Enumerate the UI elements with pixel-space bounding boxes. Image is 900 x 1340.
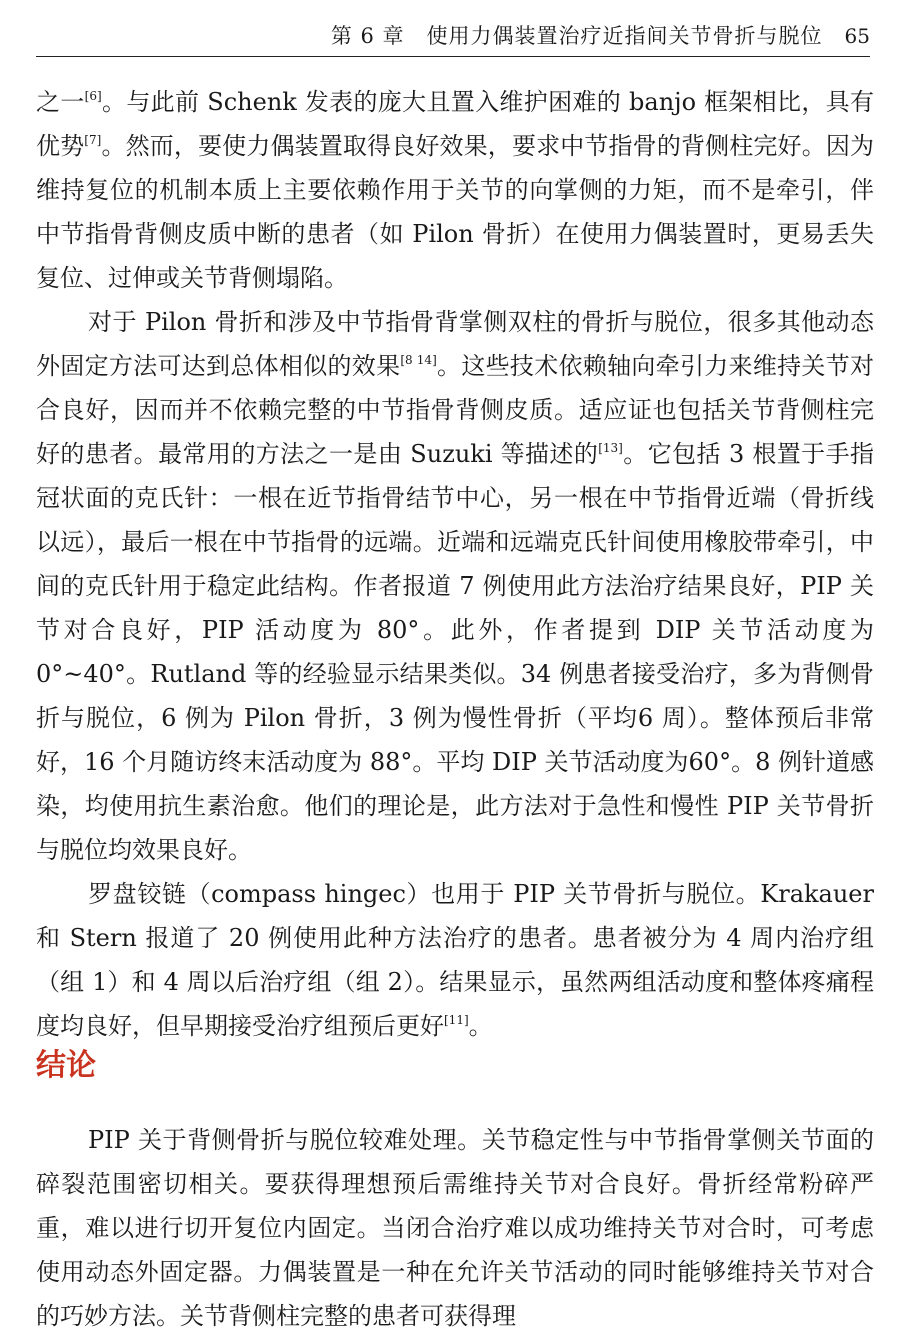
citation: [6]: [84, 89, 102, 103]
citation: [7]: [84, 133, 102, 147]
running-header: [36, 16, 870, 57]
paragraph: 罗盘铰链（compass hingec）也用于 PIP 关节骨折与脱位。Krakauer 和 Stern 报道了 20 例使用此种方法治疗的患者。患者被分为 4 周内治疗组（组 1）和 4 周以后治疗组（组 2）。结果显示，虽然两组活动度和整体疼痛程度均良好，但早期接受治疗组预后更好[11]。: [36, 880, 874, 1040]
citation: [8 14]: [400, 353, 437, 367]
body-text: [36, 80, 874, 1048]
paragraph: PIP 关于背侧骨折与脱位较难处理。关节稳定性与中节指骨掌侧关节面的碎裂范围密切相关。要获得理想预后需维持关节对合良好。骨折经常粉碎严重，难以进行切开复位内固定。当闭合治疗难以成功维持关节对合时，可考虑使用动态外固定器。力偶装置是一种在允许关节活动的同时能够维持关节对合的巧妙方法。关节背侧柱完整的患者可获得理: [36, 1126, 874, 1330]
page-number: 65: [844, 24, 870, 48]
citation: [11]: [444, 1013, 469, 1027]
paragraph: 之一[6]。与此前 Schenk 发表的庞大且置入维护困难的 banjo 框架相比，具有优势[7]。然而，要使力偶装置取得良好效果，要求中节指骨的背侧柱完好。因为维持复位的机制本质上主要依赖作用于关节的向掌侧的力矩，而不是牵引，伴中节指骨背侧皮质中断的患者（如 Pilon 骨折）在使用力偶装置时，更易丢失复位、过伸或关节背侧塌陷。: [36, 88, 875, 292]
paragraph: 对于 Pilon 骨折和涉及中节指骨背掌侧双柱的骨折与脱位，很多其他动态外固定方法可达到总体相似的效果[8 14]。这些技术依赖轴向牵引力来维持关节对合良好，因而并不依赖完整的中节指骨背侧皮质。适应证也包括关节背侧柱完好的患者。最常用的方法之一是由 Suzuki 等描述的[13]。它包括 3 根置于手指冠状面的克氏针：一根在近节指骨结节中心，另一根在中节指骨近端（骨折线以远），最后一根在中节指骨的远端。近端和远端克氏针间使用橡胶带牵引，中间的克氏针用于稳定此结构。作者报道 7 例使用此方法治疗结果良好，PIP 关节对合良好，PIP 活动度为 80°。此外，作者提到 DIP 关节活动度为 0°~40°。Rutland 等的经验显示结果类似。34 例患者接受治疗，多为背侧骨折与脱位，6 例为 Pilon 骨折，3 例为慢性骨折（平均6 周）。整体预后非常好，16 个月随访终末活动度为 88°。平均 DIP 关节活动度为60°。8 例针道感染，均使用抗生素治愈。他们的理论是，此方法对于急性和慢性 PIP 关节骨折与脱位均效果良好。: [36, 308, 874, 864]
section-heading: 结论: [36, 1048, 96, 1083]
conclusion-text: [36, 1118, 874, 1338]
citation: [13]: [598, 441, 623, 455]
chapter-title: 第 6 章 使用力偶装置治疗近指间关节骨折与脱位: [330, 24, 823, 48]
